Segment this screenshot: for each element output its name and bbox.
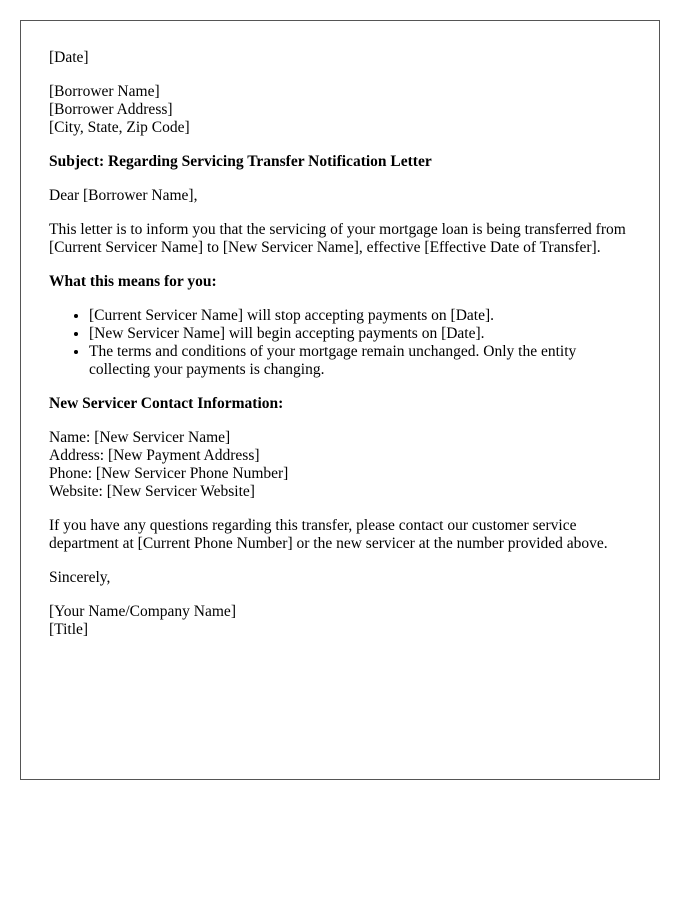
- letter-date: [Date]: [49, 49, 89, 66]
- recipient-block: [49, 83, 631, 137]
- signature-block: [49, 603, 631, 639]
- recipient-name: [Borrower Name]: [49, 83, 160, 100]
- list-item: • [New Servicer Name] will begin accepting payments on [Date].: [89, 325, 631, 343]
- intro-paragraph: This letter is to inform you that the servicing of your mortgage loan is being transferred from [Current Servicer Name] to [New Servicer Name], effective [Effective Date of Transfer].: [49, 221, 626, 256]
- salutation: Dear [Borrower Name],: [49, 187, 198, 204]
- contact-heading: New Servicer Contact Information:: [49, 395, 284, 412]
- contact-block: [49, 429, 631, 501]
- what-means-heading: What this means for you:: [49, 273, 217, 290]
- contact-website: Website: [New Servicer Website]: [49, 483, 255, 500]
- list-item: • [Current Servicer Name] will stop accepting payments on [Date].: [89, 307, 631, 325]
- contact-address: Address: [New Payment Address]: [49, 447, 260, 464]
- recipient-city-state-zip: [City, State, Zip Code]: [49, 119, 190, 136]
- questions-paragraph: If you have any questions regarding this transfer, please contact our customer service department at [Current Phone Number] or the new servicer at the number provided above.: [49, 517, 608, 552]
- letter-page: [20, 20, 660, 780]
- closing: Sincerely,: [49, 569, 111, 586]
- list-item: • The terms and conditions of your mortgage remain unchanged. Only the entity collecting your payments is changing.: [89, 343, 631, 379]
- contact-name: Name: [New Servicer Name]: [49, 429, 231, 446]
- letter-subject: Subject: Regarding Servicing Transfer Notification Letter: [49, 153, 432, 170]
- contact-phone: Phone: [New Servicer Phone Number]: [49, 465, 289, 482]
- recipient-address: [Borrower Address]: [49, 101, 173, 118]
- signature-title: [Title]: [49, 621, 89, 638]
- signature-name: [Your Name/Company Name]: [49, 603, 236, 620]
- what-means-list: [49, 307, 631, 379]
